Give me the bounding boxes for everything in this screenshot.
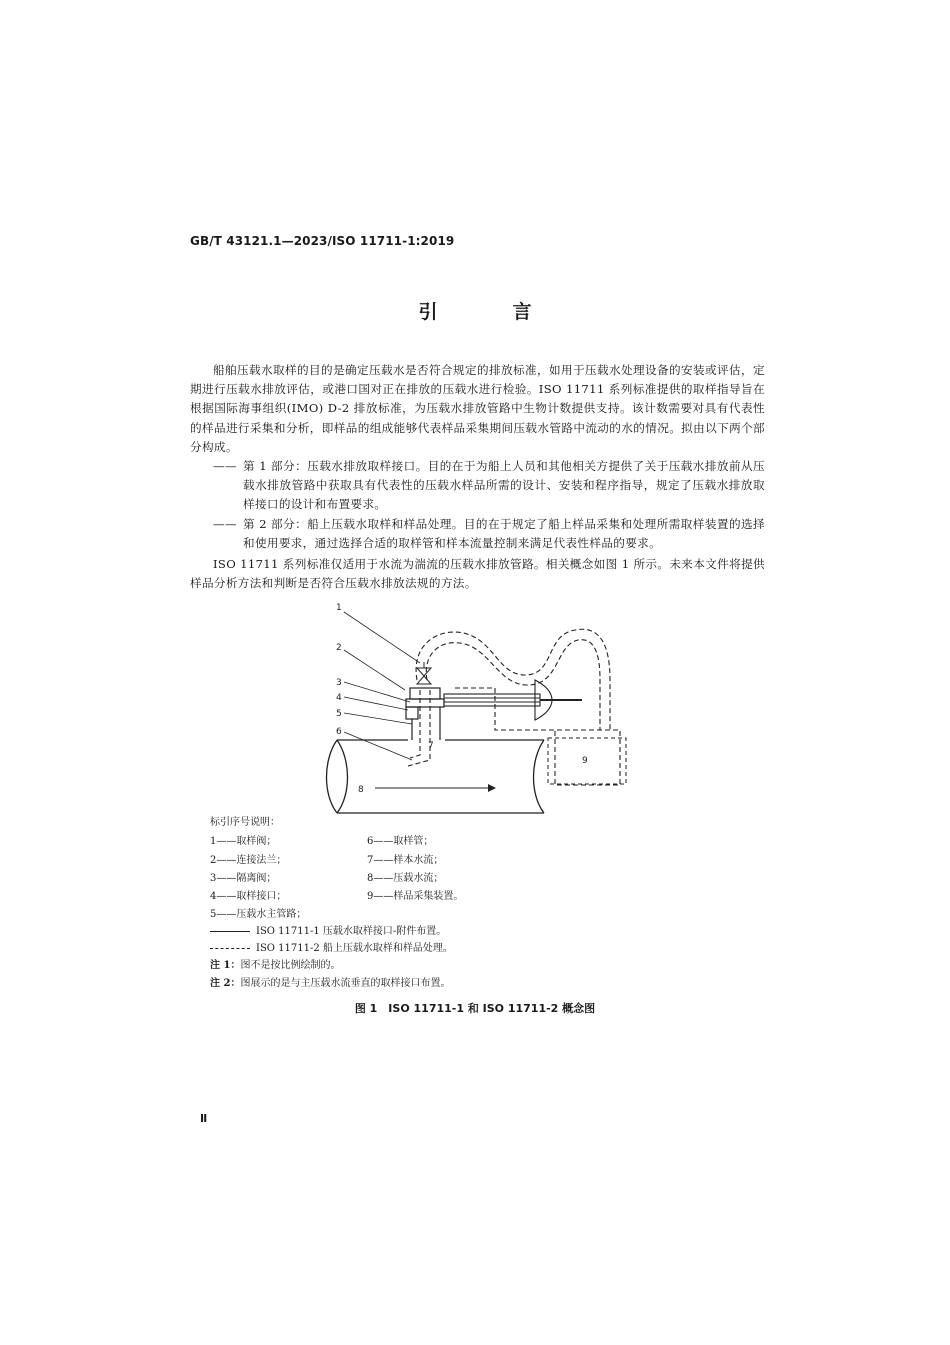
label-5: 5 (336, 709, 342, 719)
sampling-port (406, 688, 444, 740)
list-dash: —— (213, 517, 237, 531)
legend-dashed-line (210, 939, 453, 954)
legend-number: 3 (210, 873, 217, 884)
legend-item (210, 905, 306, 920)
list-item-text: 第 2 部分：船上压载水取样和样品处理。目的在于规定了船上样品采集和处理所需取样装置的选择和使用要求，通过选择合适的取样管和样本流量控制来满足代表性样品的要求。 (243, 517, 765, 551)
legend-item (367, 887, 463, 902)
legend-number: 1 (210, 836, 217, 847)
ballast-flow-arrow (375, 784, 496, 792)
note-text: 图展示的是与主压载水流垂直的取样接口布置。 (240, 978, 451, 989)
label-7: 7 (428, 741, 434, 751)
note-text: 图不是按比例绘制的。 (240, 960, 341, 971)
legend-text: 样品采集装置。 (393, 891, 464, 902)
list-dash: —— (213, 459, 237, 473)
standard-number-header: GB/T 43121.1—2023/ISO 11711-1:2019 (190, 234, 455, 248)
legend-text: 样本水流； (393, 855, 444, 866)
legend-item (367, 832, 433, 847)
intro-paragraph-2: ISO 11711 系列标准仅适用于水流为湍流的压载水排放管路。相关概念如图 1 所示。未来本文件将提供样品分析方法和判断是否符合压载水排放法规的方法。 (190, 557, 765, 591)
label-8: 8 (358, 785, 364, 795)
label-3: 3 (336, 678, 342, 688)
legend-number: 6 (367, 836, 374, 847)
note-1 (210, 956, 340, 971)
legend-title: 标引序号说明： (210, 817, 280, 828)
legend-item (367, 869, 443, 884)
legend-item (210, 869, 276, 884)
legend-item (210, 887, 286, 902)
legend-text: 压载水主管路； (236, 909, 307, 920)
legend-text: 取样接口； (236, 891, 287, 902)
legend-dash: —— (216, 891, 237, 902)
legend-dash: —— (373, 836, 394, 847)
label-2: 2 (336, 643, 342, 653)
legend-number: 9 (367, 891, 374, 902)
list-item-part-1 (213, 457, 765, 515)
legend-dash: —— (216, 873, 237, 884)
legend-dash: —— (373, 891, 394, 902)
legend-solid-line (210, 922, 446, 937)
figure-caption: 图 1 ISO 11711-1 和 ISO 11711-2 概念图 (354, 1002, 596, 1015)
legend-text: 隔离阀； (236, 873, 277, 884)
dashed-line-swatch (210, 948, 250, 949)
legend-number: 4 (210, 891, 217, 902)
list-item-text: 第 1 部分：压载水排放取样接口。目的在于为船上人员和其他相关方提供了关于压载水排放前从压载水排放管路中获取具有代表性的压载水样品所需的设计、安装和程序指导，规定了压载水排放取样接口的设计和布置要求。 (243, 459, 765, 512)
legend-text: 连接法兰； (236, 855, 287, 866)
list-item-part-2 (213, 515, 765, 553)
legend-text: ISO 11711-1 压载水取样接口-附件布置。 (256, 926, 447, 937)
ballast-main-pipe (327, 740, 545, 813)
legend-text: 取样阀； (236, 836, 277, 847)
label-4: 4 (336, 693, 342, 703)
legend-dash: —— (216, 909, 237, 920)
legend-item (210, 832, 276, 847)
legend-number: 2 (210, 855, 217, 866)
probe-assembly (444, 680, 582, 720)
label-1: 1 (336, 603, 342, 613)
sample-valve-symbol (417, 662, 431, 684)
legend-number: 5 (210, 909, 217, 920)
legend-number: 7 (367, 855, 374, 866)
legend-text: 压载水流； (393, 873, 444, 884)
note-2 (210, 974, 450, 989)
label-6: 6 (336, 727, 342, 737)
note-label: 注 1： (210, 960, 241, 971)
label-9: 9 (582, 756, 588, 766)
section-title: 引 言 (418, 301, 560, 323)
legend-dash: —— (373, 873, 394, 884)
page-number: Ⅱ (200, 1112, 208, 1125)
solid-line-swatch (210, 931, 250, 932)
legend-item (210, 851, 286, 866)
legend-dash: —— (373, 855, 394, 866)
intro-paragraph-1: 船舶压载水取样的目的是确定压载水是否符合规定的排放标准，如用于压载水处理设备的安装或评估，定期进行压载水排放评估，或港口国对正在排放的压载水进行检验。ISO 11711 系列标准提供的取样指导旨在根据国际海事组织(IMO) D-2 排放标准，为压载水排放管路中生物计数提供支持。该计数需要对具有代表性的样品进行采集和分析，即样品的组成能够代表样品采集期间压载水管路中流动的水的情况。拟由以下两个部分构成。 (190, 363, 765, 454)
legend-text: 取样管； (393, 836, 434, 847)
note-label: 注 2： (210, 978, 241, 989)
legend-item (367, 851, 443, 866)
legend-number: 8 (367, 873, 374, 884)
legend-text: ISO 11711-2 船上压载水取样和样品处理。 (256, 943, 453, 954)
concept-diagram (320, 600, 640, 815)
legend-dash: —— (216, 836, 237, 847)
label-leader-lines (344, 612, 420, 760)
legend-dash: —— (216, 855, 237, 866)
